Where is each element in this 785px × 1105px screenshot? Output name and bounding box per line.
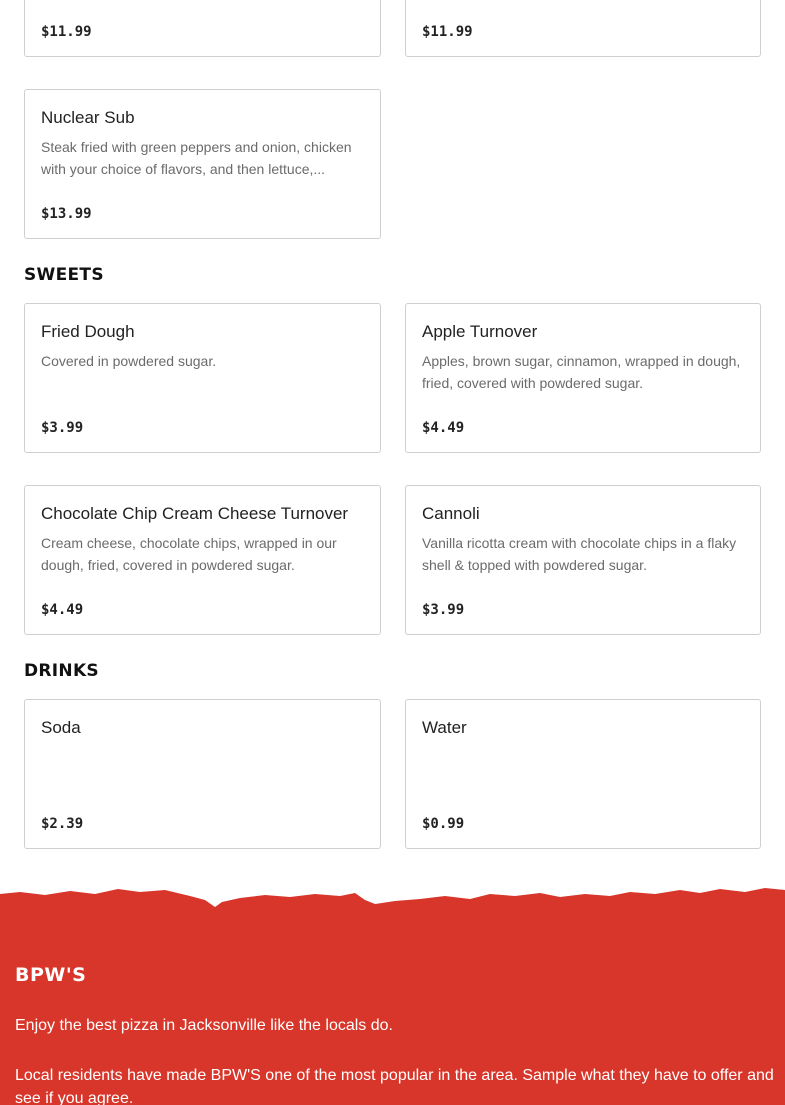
menu-item-soda[interactable] [24,699,381,849]
menu-item-description: Vanilla ricotta cream with chocolate chips in a flaky shell & topped with powdered sugar. [422,535,737,573]
menu-item-card[interactable] [405,0,761,57]
menu-item-description: Steak fried with green peppers and onion, chicken with your choice of flavors, and then lettuce,... [41,139,352,177]
menu-item-chocolate-chip-cream-cheese-turnover[interactable] [24,485,381,635]
footer-tagline: Enjoy the best pizza in Jacksonville like the locals do. [15,1017,393,1034]
menu-item-price: $4.49 [41,602,84,618]
menu-item-price: $3.99 [422,602,465,618]
menu-item-nuclear-sub[interactable] [24,89,381,239]
menu-item-price: $11.99 [422,24,473,40]
menu-item-description: Apples, brown sugar, cinnamon, wrapped in dough, fried, covered with powdered sugar. [422,353,741,391]
menu-item-fried-dough[interactable] [24,303,381,453]
menu-item-apple-turnover[interactable] [405,303,761,453]
menu-item-name: Fried Dough [41,322,135,341]
menu-item-card[interactable] [24,0,381,57]
footer-description: Local residents have made BPW'S one of the most popular in the area. Sample what they have to offer and see if you agree. [15,1067,774,1105]
menu-item-cannoli[interactable] [405,485,761,635]
menu-item-name: Chocolate Chip Cream Cheese Turnover [41,504,349,523]
menu-item-name: Nuclear Sub [41,108,135,127]
menu-item-price: $4.49 [422,420,465,436]
menu-item-name: Cannoli [422,504,480,523]
menu-item-price: $13.99 [41,206,92,222]
menu-item-price: $2.39 [41,816,84,832]
section-title-drinks: DRINKS [24,661,99,681]
menu-item-price: $11.99 [41,24,92,40]
menu-item-name: Water [422,718,467,737]
menu-item-description: Covered in powdered sugar. [41,353,217,369]
site-footer [0,880,785,1105]
menu-item-name: Soda [41,718,81,737]
menu-item-name: Apple Turnover [422,322,538,341]
menu-item-price: $0.99 [422,816,465,832]
menu-item-description: Cream cheese, chocolate chips, wrapped in our dough, fried, covered in powdered sugar. [41,535,337,573]
section-title-sweets: SWEETS [24,265,104,285]
footer-title: BPW'S [15,964,87,986]
menu-item-price: $3.99 [41,420,84,436]
menu-item-water[interactable] [405,699,761,849]
